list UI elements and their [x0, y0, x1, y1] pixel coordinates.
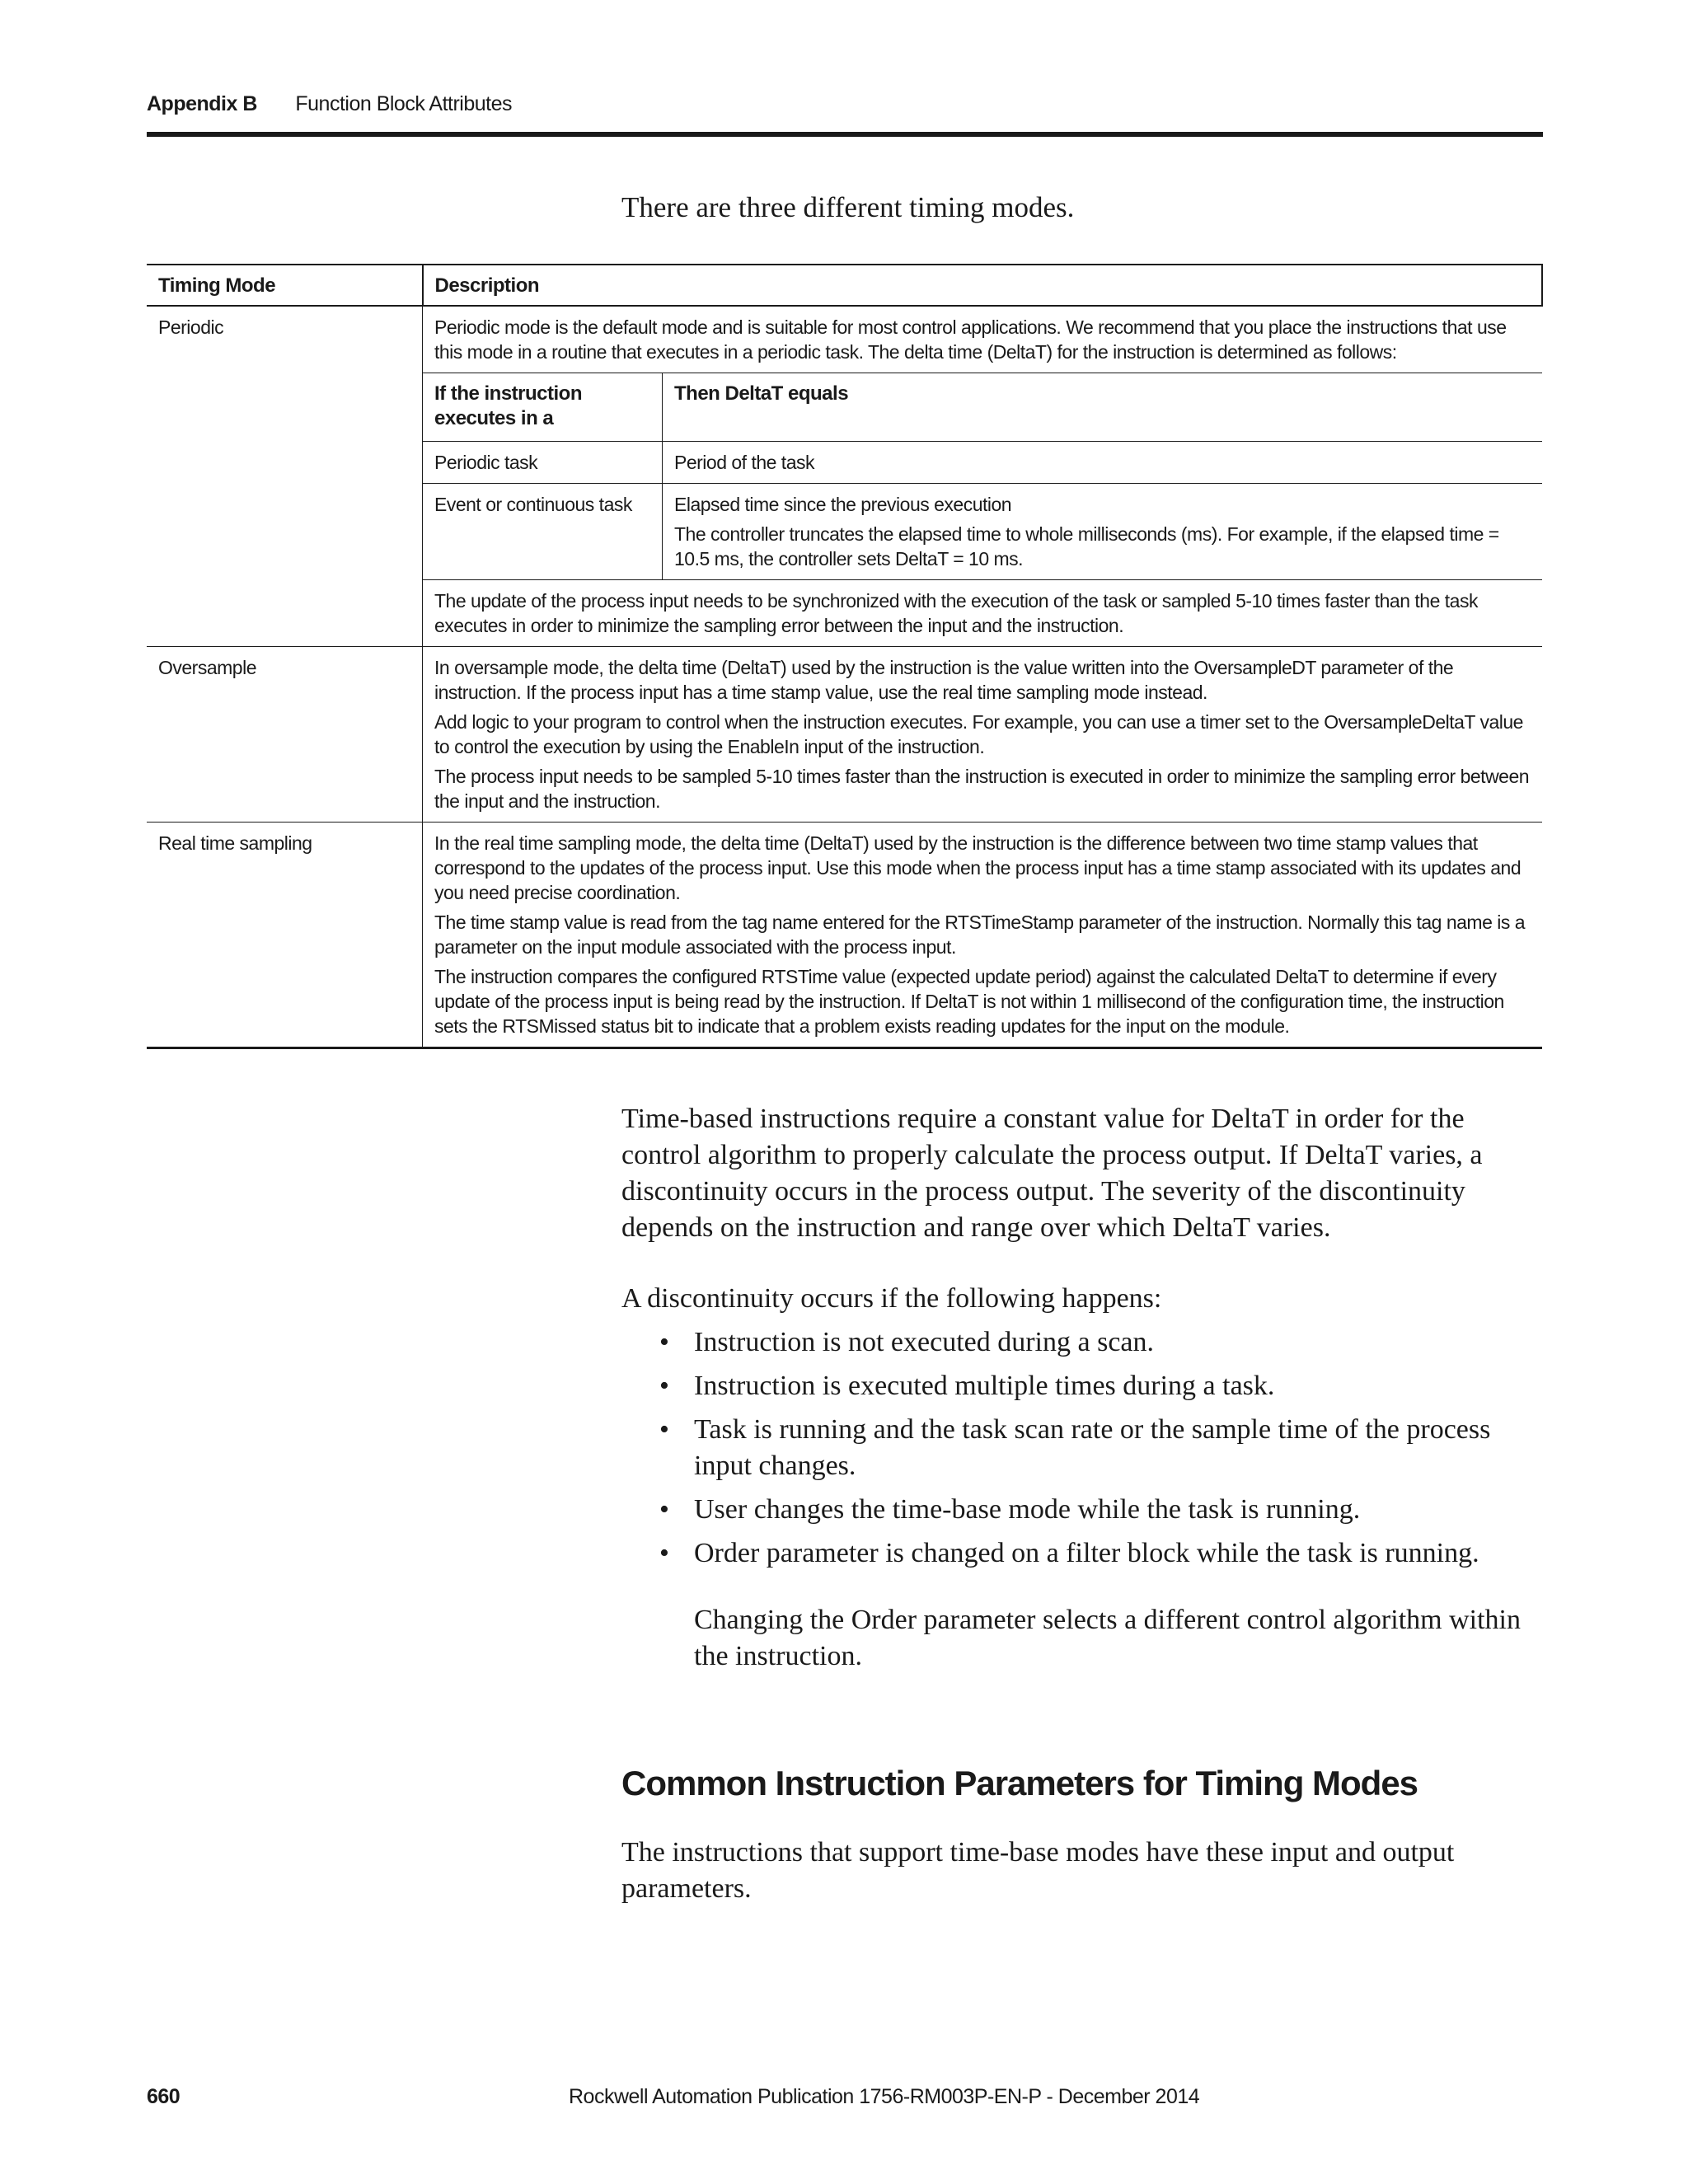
table-row-periodic	[147, 306, 1542, 647]
desc-oversample	[423, 647, 1543, 823]
table-header-row	[147, 265, 1542, 306]
periodic-sync-note: The update of the process input needs to be synchronized with the execution of the task or sampled 5-10 times faster than the task executes in order to minimize the sampling error between the input and the instruction.	[423, 580, 1542, 647]
mode-realtime: Real time sampling	[147, 823, 423, 1048]
list-item	[656, 1412, 1546, 1484]
col-header-mode: Timing Mode	[147, 265, 423, 306]
list-item-text: Order parameter is changed on a filter block while the task is running.	[694, 1538, 1479, 1568]
table-row-realtime	[147, 823, 1542, 1048]
list-item-text: User changes the time-base mode while the task is running.	[694, 1494, 1361, 1525]
mode-oversample: Oversample	[147, 647, 423, 823]
deltat-paragraph: Time-based instructions require a constant value for DeltaT in order for the control algorithm to properly calculate the process output. If DeltaT varies, a discontinuity occurs in the process output. The severity of the discontinuity depends on the instruction and range over which DeltaT varies.	[621, 1104, 1483, 1243]
subtable-elapsed-time	[663, 484, 1543, 580]
section-heading: Common Instruction Parameters for Timing Modes	[621, 1764, 1418, 1802]
order-note-text: Changing the Order parameter selects a different control algorithm within the instruction.	[694, 1605, 1521, 1671]
publication-info: Rockwell Automation Publication 1756-RM003P-EN-P - December 2014	[569, 2085, 1200, 2108]
bullet-icon: •	[659, 1371, 669, 1401]
oversample-p3: The process input needs to be sampled 5-10 times faster than the instruction is executed in order to minimize the sampling error between the input and the instruction.	[434, 766, 1530, 812]
subtable-header-executes: If the instruction executes in a	[423, 373, 663, 442]
subtable-row	[423, 484, 1542, 580]
list-item-text: Task is running and the task scan rate or the sample time of the process input changes.	[694, 1414, 1491, 1481]
bullet-icon: •	[659, 1414, 669, 1445]
section-title: Function Block Attributes	[295, 92, 512, 115]
table-row-oversample	[147, 647, 1542, 823]
subtable-row	[423, 442, 1542, 484]
desc-realtime	[423, 823, 1543, 1048]
subtable-event-task: Event or continuous task	[423, 484, 663, 580]
realtime-p2: The time stamp value is read from the tag name entered for the RTSTimeStamp parameter of the instruction. Normally this tag name is a parameter on the input module associated with the process input.	[434, 912, 1526, 958]
realtime-p3: The instruction compares the configured RTSTime value (expected update period) against the calculated DeltaT to determine if every update of the process input is being read by the instruction. If DeltaT is not within 1 millisecond of the configuration time, the instruction sets the RTSMissed status bit to indicate that a problem exists reading updates for the input on the module.	[434, 966, 1504, 1037]
body-paragraph-1	[621, 1101, 1545, 1246]
intro-text: There are three different timing modes.	[621, 191, 1075, 223]
subtable-footer-row	[423, 580, 1542, 647]
mode-periodic: Periodic	[147, 306, 423, 647]
subtable-periodic-task: Periodic task	[423, 442, 663, 484]
list-item	[656, 1535, 1546, 1572]
page-number: 660	[147, 2085, 181, 2108]
col-header-description: Description	[423, 265, 1543, 306]
timing-mode-table	[147, 264, 1543, 1049]
list-item	[656, 1368, 1546, 1404]
page-header	[147, 92, 512, 116]
header-rule	[147, 132, 1543, 137]
order-note	[694, 1602, 1551, 1675]
parameters-intro: The instructions that support time-base modes have these input and output parameters.	[621, 1837, 1455, 1904]
subtable-period-of-task: Period of the task	[663, 442, 1543, 484]
deltat-subtable	[423, 373, 1542, 646]
periodic-desc-text: Periodic mode is the default mode and is suitable for most control applications. We recommend that you place the instructions that use this mode in a routine that executes in a periodic task. The delta time (DeltaT) for the instruction is determined as follows:	[434, 316, 1507, 363]
bullet-icon: •	[659, 1538, 669, 1568]
body-paragraph-2	[621, 1281, 1545, 1317]
appendix-label: Appendix B	[147, 92, 257, 115]
elapsed-time-text: Elapsed time since the previous execution	[674, 494, 1012, 515]
desc-periodic	[423, 306, 1543, 647]
discontinuity-list	[656, 1324, 1546, 1579]
list-item	[656, 1324, 1546, 1361]
truncation-note: The controller truncates the elapsed time to whole milliseconds (ms). For example, if the elapsed time = 10.5 ms, the controller sets DeltaT = 10 ms.	[674, 523, 1499, 569]
subtable-header-deltat: Then DeltaT equals	[663, 373, 1543, 442]
oversample-p1: In oversample mode, the delta time (DeltaT) used by the instruction is the value written into the OversampleDT parameter of the instruction. If the process input has a time stamp value, use the real time sampling mode instead.	[434, 657, 1454, 703]
realtime-p1: In the real time sampling mode, the delta time (DeltaT) used by the instruction is the difference between two time stamp values that correspond to the updates of the process input. Use this mode when the process input has a time stamp associated with its updates and you need precise coordination.	[434, 832, 1522, 903]
bullet-icon: •	[659, 1494, 669, 1525]
list-item	[656, 1492, 1546, 1528]
list-item-text: Instruction is not executed during a scan.	[694, 1327, 1155, 1357]
discontinuity-intro: A discontinuity occurs if the following happens:	[621, 1283, 1162, 1314]
body-paragraph-3	[621, 1835, 1545, 1907]
list-item-text: Instruction is executed multiple times during a task.	[694, 1371, 1275, 1401]
subtable-header-row	[423, 373, 1542, 442]
bullet-icon: •	[659, 1327, 669, 1357]
oversample-p2: Add logic to your program to control when the instruction executes. For example, you can use a timer set to the OversampleDeltaT value to control the execution by using the EnableIn input of the instruction.	[434, 711, 1523, 757]
